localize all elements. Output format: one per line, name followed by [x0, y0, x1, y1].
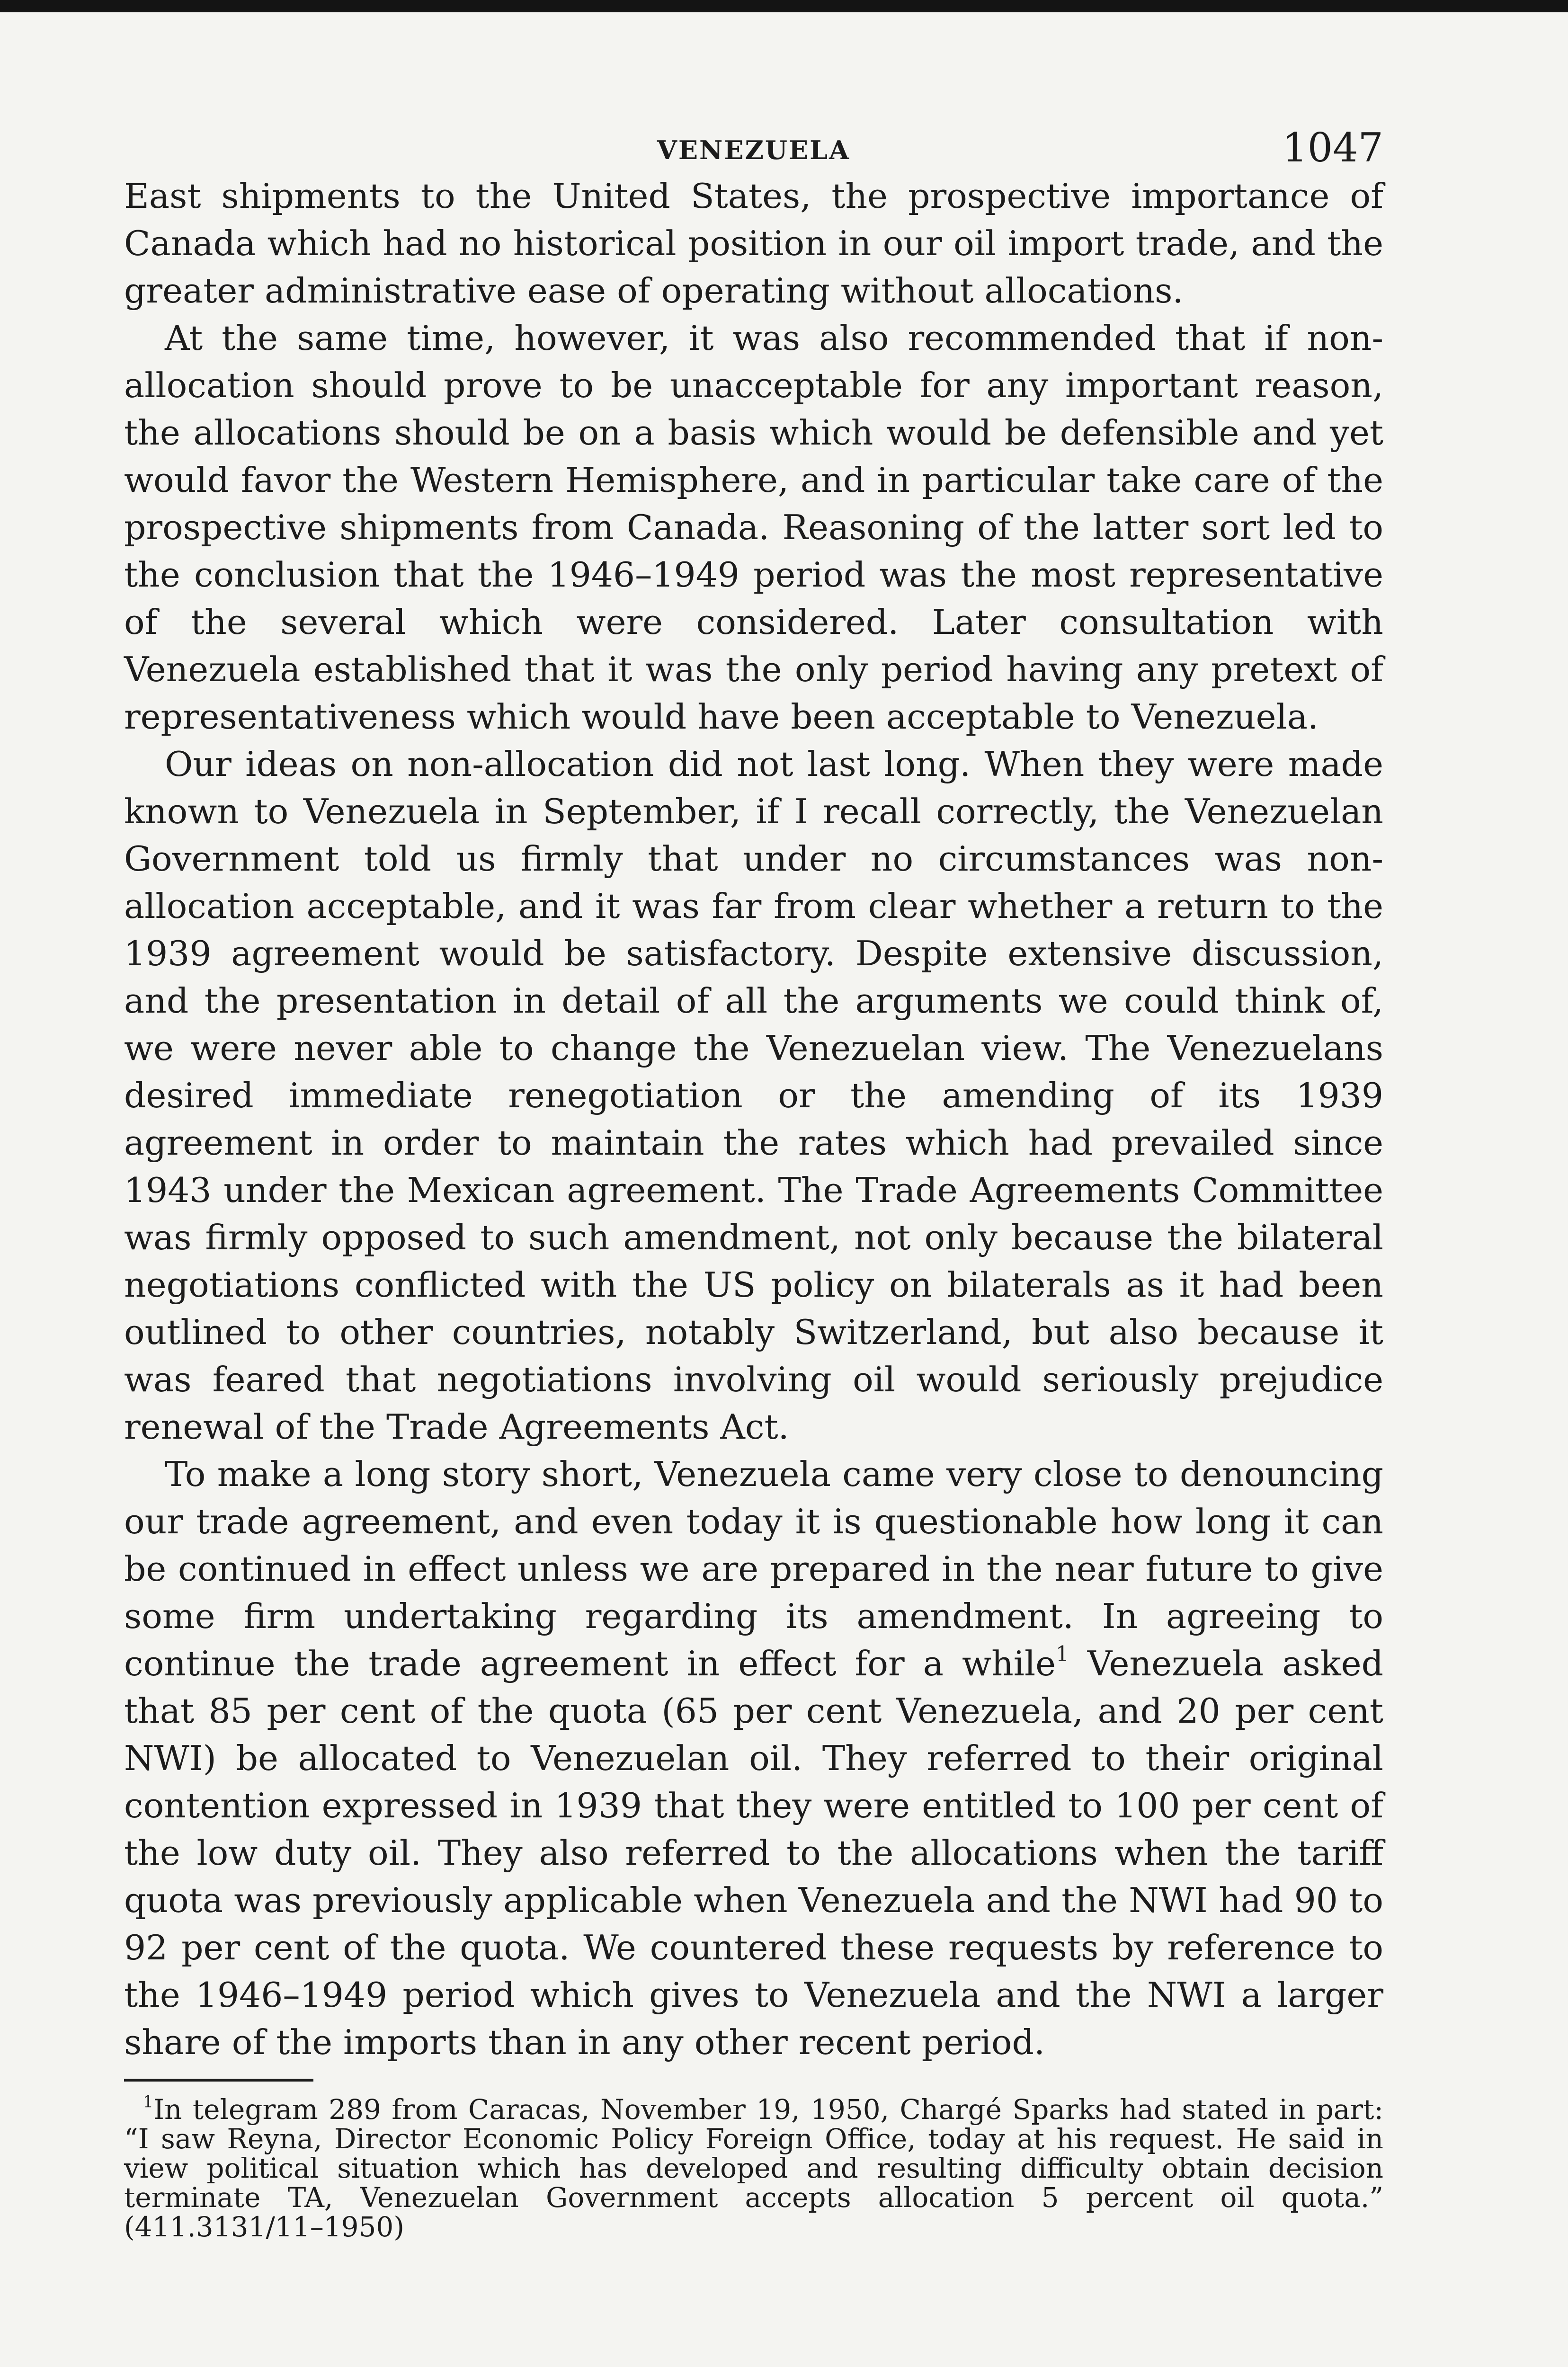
paragraph-text: Venezuela asked that 85 per cent of the quota (65 per cent Venezuela, and 20 per cent NWI) be allocated to Venezuelan oil. They referred to their original contention expressed in 1939 that they were entitled to 100 per cent of the low duty oil. They also referred to the allocations when the tariff quota was previously applicable when Venezuela and the NWI had 90 to 92 per cent of the quota. We countered these requests by reference to the 1946–1949 period which gives to Venezuela and the NWI a larger share of the imports than in any other recent period.	[124, 1644, 1383, 2063]
paragraph: East shipments to the United States, the prospective importance of Canada which had no historical position in our oil import trade, and the greater administrative ease of operating without allocations.	[124, 177, 1383, 311]
top-edge-rule	[0, 0, 1568, 12]
running-title: VENEZUELA	[657, 135, 851, 165]
footnote	[124, 2092, 1383, 2243]
footnote-text: In telegram 289 from Caracas, November 19, 1950, Chargé Sparks had stated in part: “I saw Reyna, Director Economic Policy Foreign Office, today at his request. He said in view political situation which has developed and resulting difficulty obtain decision terminate TA, Venezuelan Government accepts allocation 5 percent oil quota.” (411.3131/11–1950)	[124, 2093, 1383, 2243]
footnote-separator	[124, 2079, 313, 2082]
paragraph: Our ideas on non-allocation did not last long. When they were made known to Venezuela in September, if I recall correctly, the Venezuelan Government told us firmly that under no circumstances was non-allocation acceptable, and it was far from clear whether a return to the 1939 agreement would be satisfactory. Despite extensive discussion, and the presentation in detail of all the arguments we could think of, we were never able to change the Venezuelan view. The Venezuelans desired immediate renegotiation or the amending of its 1939 agreement in order to maintain the rates which had prevailed since 1943 under the Mexican agreement. The Trade Agreements Committee was firmly opposed to such amendment, not only because the bilateral negotiations conflicted with the US policy on bilaterals as it had been outlined to other countries, notably Switzerland, but also because it was feared that negotiations involving oil would seriously prejudice renewal of the Trade Agreements Act.	[124, 745, 1383, 1447]
footnote-marker: 1	[143, 2092, 154, 2112]
page-number: 1047	[1282, 125, 1383, 171]
footnote-reference[interactable]: 1	[1056, 1642, 1069, 1666]
document-page	[124, 121, 1383, 2242]
paragraph: At the same time, however, it was also recommended that if non-allocation should prove to be unacceptable for any important reason, the allocations should be on a basis which would be defensible and yet would favor the Western Hemisphere, and in particular take care of the prospective shipments from Canada. Reasoning of the latter sort led to the conclusion that the 1946–1949 period was the most representative of the several which were considered. Later consultation with Venezuela established that it was the only period having any pretext of representativeness which would have been acceptable to Venezuela.	[124, 319, 1383, 737]
paragraph-text: To make a long story short, Venezuela came very close to denouncing our trade agreement, and even today it is questionable how long it can be continued in effect unless we are prepared in the near future to give some firm undertaking regarding its amendment. In agreeing to continue the trade agreement in effect for a while	[124, 1455, 1383, 1684]
body-text	[124, 173, 1383, 2066]
page-header	[124, 121, 1383, 173]
paragraph	[124, 1451, 1383, 2066]
